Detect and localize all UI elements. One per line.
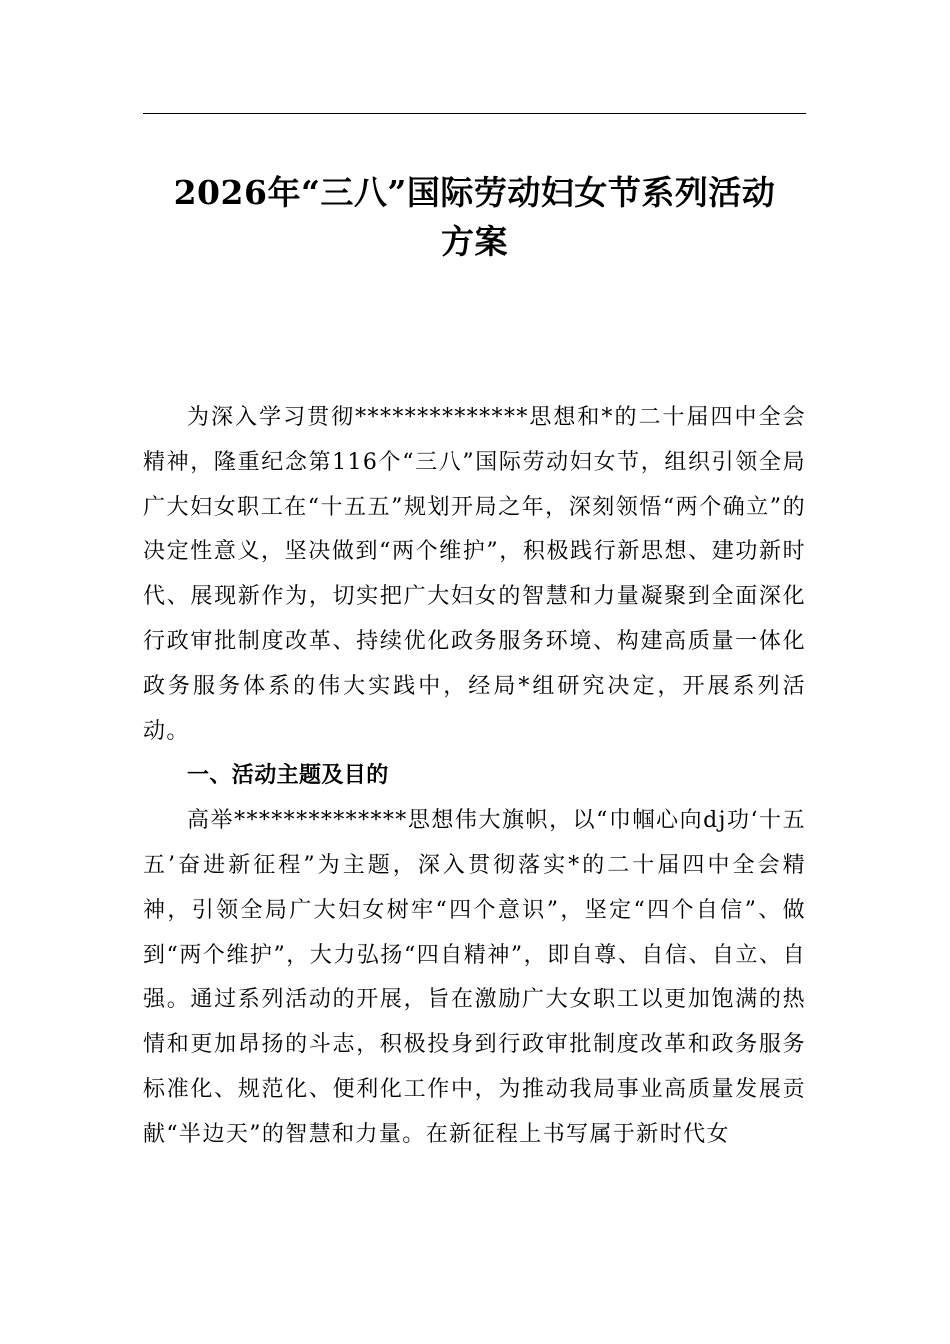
title-line-1: 2026年“三八”国际劳动妇女节系列活动: [173, 173, 776, 212]
document-title: [143, 168, 806, 266]
header-divider: [143, 113, 806, 114]
section-heading-activity-theme: 一、活动主题及目的: [187, 763, 389, 789]
intro-paragraph: 为深入学习贯彻**************思想和*的二十届四中全会精神，隆重纪念第116个“三八”国际劳动妇女节，组织引领全局广大妇女职工在“十五五”规划开局之年，深刻领悟“两个确立”的决定性意义，坚决做到“两个维护”，积极践行新思想、建功新时代、展现新作为，切实把广大妇女的智慧和力量凝聚到全面深化行政审批制度改革、持续优化政务服务环境、构建高质量一体化政务服务体系的伟大实践中，经局*组研究决定，开展系列活动。: [143, 405, 806, 744]
document-body: [143, 396, 806, 1158]
section-paragraph-activity-theme: 高举**************思想伟大旗帜，以“巾帼心向dj功‘十五五’奋进新征程”为主题，深入贯彻落实*的二十届四中全会精神，引领全局广大妇女树牢“四个意识”，坚定“四个自信”、做到“两个维护”，大力弘扬“四自精神”，即自尊、自信、自立、自强。通过系列活动的开展，旨在激励广大女职工以更加饱满的热情和更加昂扬的斗志，积极投身到行政审批制度改革和政务服务标准化、规范化、便利化工作中，为推动我局事业高质量发展贡献“半边天”的智慧和力量。在新征程上书写属于新时代女: [143, 808, 806, 1147]
title-line-2: 方案: [441, 222, 508, 261]
